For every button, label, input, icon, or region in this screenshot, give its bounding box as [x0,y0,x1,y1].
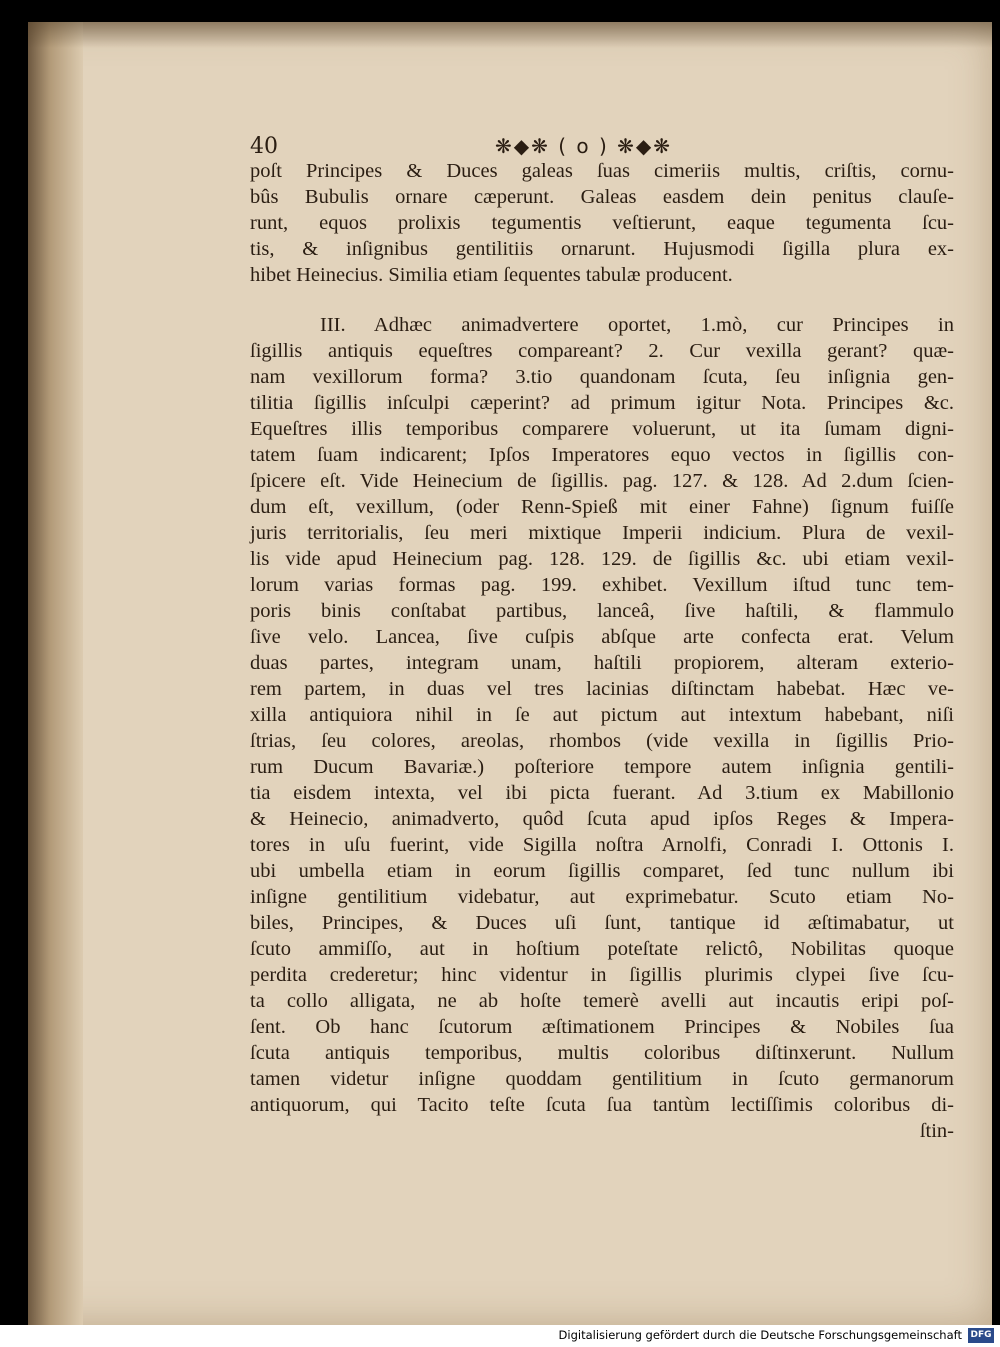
text-line: poris binis conſtabat partibus, lanceâ, ſive haſtili, & flammulo [250,600,954,622]
text-line: tis, & inſignibus gentilitiis ornarunt. Hujusmodi ſigilla plura ex- [250,238,954,260]
text-line: ſpicere eſt. Vide Heinecium de ſigillis. pag. 127. & 128. Ad 2.dum ſcien- [250,470,954,492]
text-line: perdita crederetur; hinc videntur in ſigillis plurimis clypei ſive ſcu- [250,964,954,986]
text-line: xilla antiquiora nihil in ſe aut pictum aut intextum habebant, niſi [250,704,954,726]
text-line: hibet Heinecius. Similia etiam ſequentes tabulæ producent. [250,264,733,286]
page-top-shadow [28,22,992,48]
text-line: rem partem, in duas vel tres lacinias diſtinctam habebat. Hæc ve- [250,678,954,700]
header-ornament: ❋◆❋ ( o ) ❋◆❋ [495,134,673,158]
text-line: ſtrias, ſeu colores, areolas, rhombos (vide vexilla in ſigillis Prio- [250,730,954,752]
text-line: III. Adhæc animadvertere oportet, 1.mò, cur Principes in [320,314,954,336]
page-binding-edge [28,22,83,1325]
text-line: lorum varias formas pag. 199. exhibet. Vexillum iſtud tunc tem- [250,574,954,596]
text-line: dum eſt, vexillum, (oder Renn-Spieß mit einer Fahne) ſignum fuiſſe [250,496,954,518]
text-line: biles, Principes, & Duces uſi ſunt, tantique id æſtimabatur, ut [250,912,954,934]
text-line: inſigne gentilitium videbatur, aut exprimebatur. Scuto etiam No- [250,886,954,908]
paragraph-2 [250,312,954,1144]
text-line: ſent. Ob hanc ſcutorum æſtimationem Principes & Nobiles ſua [250,1016,954,1038]
text-line: Equeſtres illis temporibus comparere voluerunt, ut ita ſumam digni- [250,418,954,440]
footer-credit: Digitalisierung gefördert durch die Deutsche Forschungsgemeinschaft [558,1328,962,1342]
text-line: ta collo alligata, ne ab hoſte temerè avelli aut incautis eripi poſ- [250,990,954,1012]
text-line: runt, equos prolixis tegumentis veſtierunt, eaque tegumenta ſcu- [250,212,954,234]
footer-bar [0,1325,1000,1347]
text-line: antiquorum, qui Tacito teſte ſcuta ſua tantùm lectiſſimis coloribus di- [250,1094,954,1116]
text-line: ſcuta antiquis temporibus, multis coloribus diſtinxerunt. Nullum [250,1042,954,1064]
text-line: tamen videtur inſigne quoddam gentilitium in ſcuto germanorum [250,1068,954,1090]
text-line: tatem ſuam indicarent; Ipſos Imperatores equo vectos in ſigillis con- [250,444,954,466]
text-line: rum Ducum Bavariæ.) poſteriore tempore autem inſignia gentili- [250,756,954,778]
text-line: tores in uſu fuerint, vide Sigilla noſtra Arnolfi, Conradi I. Ottonis I. [250,834,954,856]
text-line: juris territorialis, ſeu meri mixtique Imperii indicium. Plura de vexil- [250,522,954,544]
text-line: poſt Principes & Duces galeas ſuas cimeriis multis, criſtis, cornu- [250,160,954,182]
page-number: 40 [250,134,278,159]
text-block [250,158,954,1144]
text-line: lis vide apud Heinecium pag. 128. 129. de ſigillis &c. ubi etiam vexil- [250,548,954,570]
text-line: ſive velo. Lancea, ſive cuſpis abſque arte confecta erat. Velum [250,626,954,648]
text-line: ubi umbella etiam in eorum ſigillis comparet, ſed tunc nullum ibi [250,860,954,882]
text-line: ſigillis antiquis equeſtres compareant? 2. Cur vexilla gerant? quæ- [250,340,954,362]
dfg-logo: DFG [968,1328,994,1343]
paragraph-gap [250,288,954,312]
text-line: ſcuto ammiſſo, aut in hoſtium poteſtate relictô, Nobilitas quoque [250,938,954,960]
paragraph-1 [250,158,954,288]
text-line: bûs Bubulis ornare cæperunt. Galeas easdem dein penitus clauſe- [250,186,954,208]
text-line: & Heinecio, animadverto, quôd ſcuta apud ipſos Reges & Impera- [250,808,954,830]
text-line: nam vexillorum forma? 3.tio quandonam ſcuta, ſeu inſignia gen- [250,366,954,388]
text-line: tilitia ſigillis inſculpi cæperint? ad primum igitur Nota. Principes &c. [250,392,954,414]
catchword: ſtin- [919,1120,954,1142]
text-line: duas partes, integram unam, haſtili propiorem, alteram exterio- [250,652,954,674]
text-line: tia eisdem intexta, vel ibi picta fuerant. Ad 3.tium ex Mabillonio [250,782,954,804]
